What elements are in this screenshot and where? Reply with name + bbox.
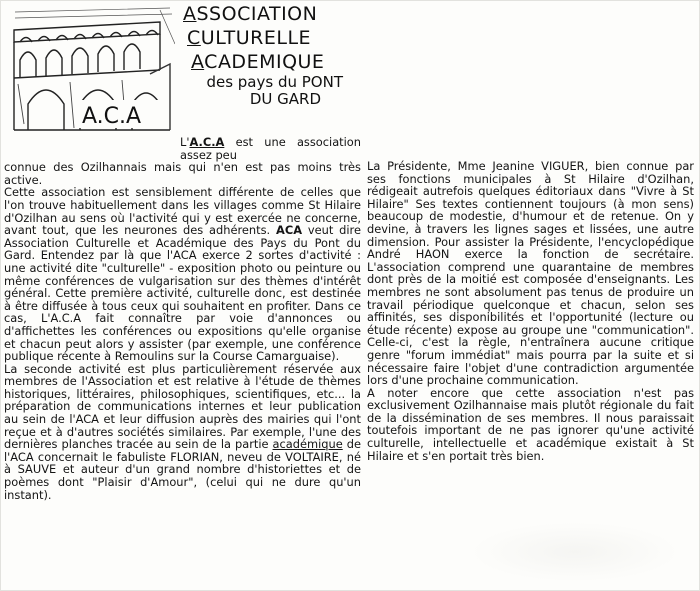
paragraph-second-activity: La seconde activité est plus particulièrement réservée aux membres de l'Association et est relative à l'étude de thèmes historiques, littéraires, philosophiques, scientifiques, etc... la préparation de communications internes et leur publication au sein de l'ACA et leur diffusion auprès des mairies qui l'ont reçue et à d'autres sociétés similaires. Par exemple, l'une des dernières planches tracée au sein de la partie académique de l'ACA concernait le fabuliste FLORIAN, neveu de VOLTAIRE, né à SAUVE et auteur d'un grand nombre d'historiettes et de poèmes dont "Plaisir d'Amour", (celui qui ne dure qu'un instant). [4,361,361,502]
paragraph-presidente: La Présidente, Mme Jeanine VIGUER, bien connue par ses fonctions municipales à St Hilaire d'Ozilhan, rédigeait autrefois quelques éditoriaux dans "Vivre à St Hilaire" Ses textes contiennent toujours (à mon sens) beaucoup de modestie, d'humour et de retenue. On y devine, à travers les lignes sages et lissées, une autre dimension. Pour assister la Présidente, l'encyclopédique André HAON exerce la fonction de secrétaire. L'association comprend une quarantaine de membres dont près de la moitié est composée d'enseignants. Les membres ne sont absolument pas tenus de produire un travail périodique quelconque et chacun, selon ses affinités, ses disponibilités et l'opportunité (lecture ou étude récente) expose au groupe une "communication". Celle-ci, c'est la règle, n'entraînera aucune critique genre "forum immédiat" mais pourra par la suite et si nécessaire faire l'objet d'une contradiction argumentée lors d'une prochaine communication. [367,159,694,388]
scan-smudge [470,522,680,582]
paragraph-activities: Cette association est sensiblement différente de celles que l'on trouve habituellement dans les villages comme St Hilaire d'Ozilhan au sens où l'activité qui y est exercée ne concerne, avant tout, que les neurones des adhérents. ACA veut dire Association Culturelle et Académique des Pays du Pont du Gard. Entendez par là que l'ACA exerce 2 sortes d'activité : une activité dite "culturelle" - exposition photo ou peinture ou même conférences de vulgarisation sur des thèmes d'intérêt général. Cette première activité, culturelle donc, est destinée à être diffusée à tous ceux qui souhaitent en profiter. Dans ce cas, L'A.C.A fait connaître par voie d'annonces ou d'affichettes les conférences ou expositions qu'elle organise et chacun peut alors y assister (par exemple, une conférence publique récente à Remoulins sur la Course Camarguaise). [4,185,362,364]
title-block [183,2,343,108]
left-column [4,136,361,501]
title-line-culturelle: CULTURELLE [187,27,312,49]
paragraph-a-noter: A noter encore que cette association n'est pas exclusivement Ozilhannaise mais plutôt régionale du fait de la dissémination de ses membres. Il nous paraissait toutefois important de ne pas ignorer qu'une activité culturelle, intellectuelle et académique existait à St Hilaire et s'en portait très bien. [367,385,694,463]
paragraph-intro-cont: connue des Ozilhannais mais qui n'en est pas moins très active. [4,160,361,187]
logo-text: A.C.A [82,104,142,129]
aca-abbreviation: A.C.A [189,135,225,149]
aca-bold: ACA [276,223,303,238]
aqueduct-logo [10,4,175,134]
title-subtitle-line2: DU GARD [249,90,321,108]
title-line-academique: ACADEMIQUE [191,51,325,73]
title-subtitle-line1: des pays du PONT [206,73,343,91]
title-line-association: ASSOCIATION [183,3,318,25]
intro-line: L'A.C.A est une association assez peu [180,135,361,162]
right-column [367,160,694,462]
academique-underlined: académique [272,437,343,452]
